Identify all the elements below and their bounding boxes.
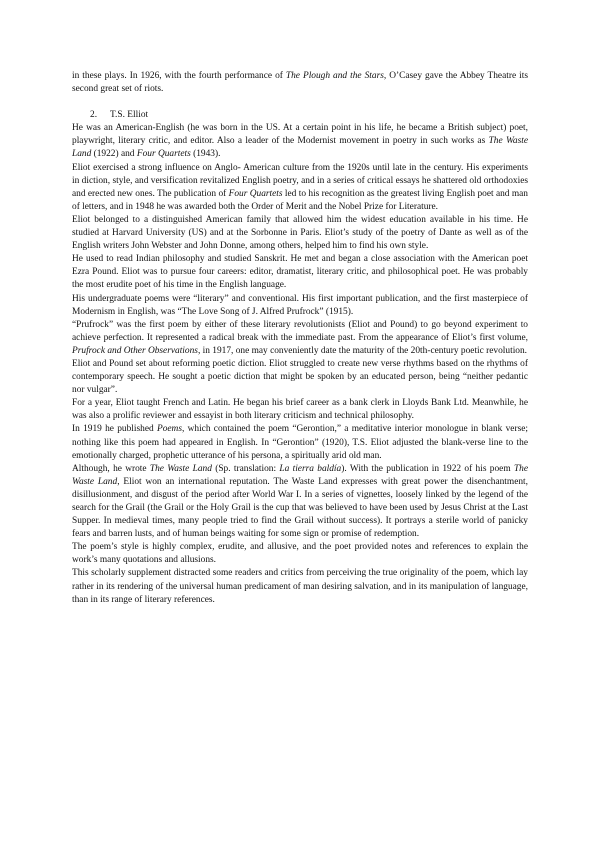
body-paragraph: [72, 463, 528, 542]
document-page: [72, 70, 528, 607]
body-paragraph: [72, 122, 528, 161]
italic-title: Poems: [156, 424, 182, 435]
italic-title: Prufrock and Other Observations: [72, 345, 198, 356]
body-paragraph: [72, 162, 528, 214]
italic-title: The Waste Land: [72, 136, 528, 160]
text-run: , which contained the poem “Gerontion,” a meditative interior monologue in blank verse; nothing like this poem had appeared in English. In “Gerontion” (1920), T.S. Eliot adjusted the blank-verse line to the emotionally charged, prophetic utterance of his persona, a spiritually arid old man.: [72, 424, 528, 461]
text-run: The poem’s style is highly complex, erudite, and allusive, and the poet provided notes and references to explain the work’s many quotations and allusions.: [72, 542, 528, 566]
section-number: 2.: [90, 110, 98, 121]
text-run: , in 1917, one may conveniently date the maturity of the 20th-century poetic revolution.: [197, 345, 528, 356]
text-run: For a year, Eliot taught French and Latin. He began his brief career as a bank clerk in Lloyds Bank Ltd. Meanwhile, he was also a prolific reviewer and essayist in both literary criticism and technical philosophy.: [72, 398, 528, 422]
text-run: Eliot belonged to a distinguished American family that allowed him the widest education available in his time. He studied at Harvard University (US) and at the Sorbonne in Paris. Eliot’s study of the poetry of Dante as well as of the English writers John Webster and John Donne, among others, helped him to find his own style.: [72, 214, 528, 252]
body-paragraph: [72, 423, 528, 462]
section-title: T.S. Elliot: [110, 110, 149, 121]
text-run: led to his recognition as the greatest living English poet and man of letters, and in 1948 he was awarded both the Order of Merit and the Nobel Prize for Literature.: [72, 188, 528, 212]
text-run: , O’Casey gave the Abbey Theatre its second great set of riots.: [72, 71, 529, 95]
text-run: ). With the publication in 1922 of his poem: [341, 463, 514, 474]
body-paragraph: [72, 214, 528, 253]
text-run: His undergraduate poems were “literary” and conventional. His first important publication, and the first masterpiece of Modernism in English, was “The Love Song of J. Alfred Prufrock” (1915).: [72, 293, 528, 317]
text-run: He was an American-English (he was born in the US. At a certain point in his life, he became a British subject) poet, playwright, literary critic, and editor. Also a leader of the Modernist movement in poetry in such works as: [72, 123, 528, 147]
text-run: In 1919 he published: [72, 424, 157, 435]
text-run: in these plays. In 1926, with the fourth performance of: [72, 71, 286, 81]
italic-title: The Waste Land: [149, 463, 212, 474]
body-paragraph: [72, 541, 528, 567]
text-run: (1943).: [190, 149, 221, 160]
body-paragraph: [72, 319, 528, 358]
body-paragraph: [72, 253, 528, 292]
body-paragraph: [72, 397, 528, 423]
text-run: Eliot and Pound set about reforming poetic diction. Eliot struggled to create new verse rhythms based on the rhythms of contemporary speech. He sought a poetic diction that might be spoken by an educated person, being “neither pedantic nor vulgar”.: [72, 358, 528, 396]
italic-title: The Waste Land: [72, 463, 529, 487]
italic-title: Four Quartets: [228, 188, 283, 199]
text-run: Although, he wrote: [72, 463, 150, 474]
italic-title: The Plough and the Stars: [285, 71, 384, 81]
text-run: (Sp. translation:: [211, 463, 280, 474]
body-paragraph: [72, 567, 528, 606]
text-run: He used to read Indian philosophy and studied Sanskrit. He met and began a close association with the American poet Ezra Pound. Eliot was to pursue four careers: editor, dramatist, literary critic, and philosophical poet. He was probably the most erudite poet of his time in the English language.: [72, 254, 528, 291]
text-run: (1922) and: [91, 149, 137, 160]
text-run: This scholarly supplement distracted some readers and critics from perceiving the true originality of the poem, which lay rather in its rendering of the universal human predicament of man desiring salvation, and in its manipulation of language, than in its range of literary references.: [72, 568, 528, 605]
body-paragraph: [72, 358, 528, 397]
italic-title: La tierra baldía: [279, 463, 342, 474]
italic-title: Four Quartets: [136, 149, 191, 160]
body-paragraph: [72, 293, 528, 319]
section-heading: [72, 109, 528, 122]
text-run: “Prufrock” was the first poem by either of these literary revolutionists (Eliot and Pound) to go beyond experiment to achieve perfection. It represented a radical break with the immediate past. From the appearance of Eliot’s first volume,: [72, 319, 528, 343]
intro-paragraph: [72, 70, 528, 96]
text-run: , Eliot won an international reputation. The Waste Land expresses with great power the disenchantment, disillusionment, and disgust of the period after World War I. In a series of vignettes, loosely linked by the legend of the search for the Grail (the Grail or the Holy Grail is the cup that was believed to have been used by Jesus Christ at the Last Supper. In medieval times, many people tried to find the Grail without success). It portrays a sterile world of panicky fears and barren lusts, and of human beings waiting for some sign or promise of redemption.: [72, 476, 529, 540]
text-run: Eliot exercised a strong influence on Anglo- American culture from the 1920s until late in the century. His experiments in diction, style, and versification revitalized English poetry, and in a series of critical essays he shattered old orthodoxies and erected new ones. The publication of: [72, 162, 528, 199]
